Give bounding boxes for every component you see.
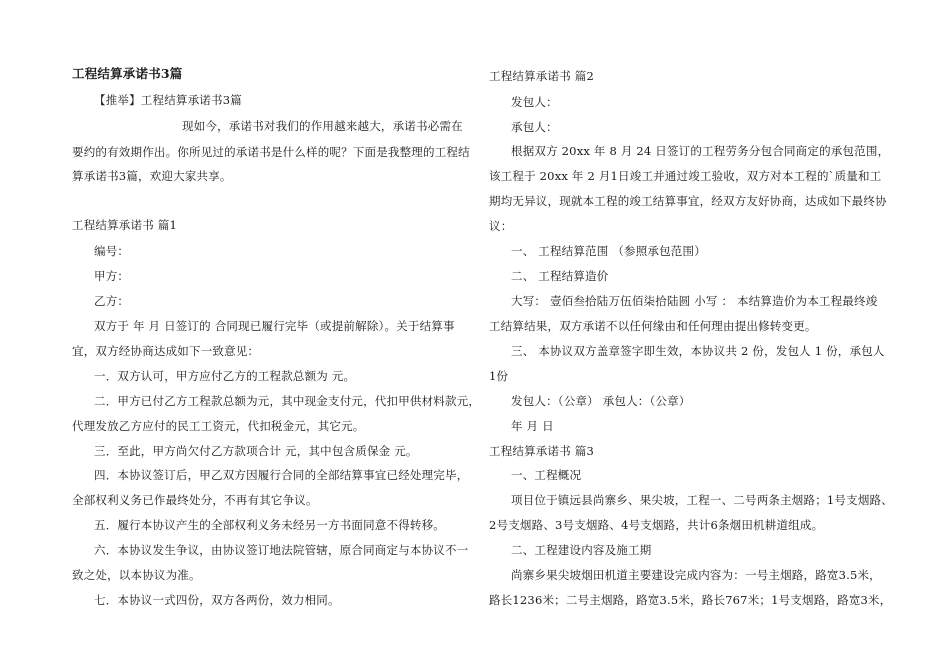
clause-line: 三．至此，甲方尚欠付乙方款项合计 元，其中包含质保金 元。 bbox=[94, 444, 418, 458]
field-label: 甲方： bbox=[94, 269, 130, 283]
intro-line: 算承诺书3篇，欢迎大家共享。 bbox=[72, 169, 232, 183]
paragraph-line: 该工程于 20xx 年 2 月1日竣工并通过竣工验收，双方对本工程的`质量和工 bbox=[489, 169, 882, 183]
field-label: 乙方： bbox=[94, 294, 130, 308]
paragraph-line: 项目位于镇远县尚寨乡、果尖坡，工程一、二号两条主烟路；1号支烟路、 bbox=[511, 493, 893, 507]
clause-line: 四．本协议签订后，甲乙双方因履行合同的全部结算事宜已经处理完毕， bbox=[94, 468, 469, 482]
doc-title: 工程结算承诺书3篇 bbox=[72, 66, 183, 81]
paragraph-line: 根据双方 20xx 年 8 月 24 日签订的工程劳务分包合同商定的承包范围， bbox=[511, 144, 890, 158]
clause-line: 大写： 壹佰叁拾陆万伍佰柒拾陆圆 小写 ： 本结算造价为本工程最终竣 bbox=[511, 294, 878, 308]
intro-line: 现如今，承诺书对我们的作用越来越大，承诺书必需在 bbox=[182, 119, 463, 133]
field-label: 发包人： bbox=[511, 95, 558, 109]
paragraph-line: 路长1236米；二号主烟路，路宽3.5米，路长767米；1号支烟路，路宽3米， bbox=[489, 593, 892, 607]
date-line: 年 月 日 bbox=[511, 419, 554, 433]
clause-line: 工结算结果，双方承诺不以任何缘由和任何理由提出修转变更。 bbox=[489, 319, 817, 333]
paragraph-line: 期均无异议，现就本工程的竣工结算事宜，经双方友好协商，达成如下最终协 bbox=[489, 194, 887, 208]
field-label: 承包人： bbox=[511, 120, 558, 134]
clause-line: 五．履行本协议产生的全部权利义务未经另一方书面同意不得转移。 bbox=[94, 518, 445, 532]
clause-line: 代理发放乙方应付的民工工资元，代扣税金元，其它元。 bbox=[72, 419, 365, 433]
clause-line: 一．双方认可，甲方应付乙方的工程款总额为 元。 bbox=[94, 369, 356, 383]
subheading: 二、工程建设内容及施工期 bbox=[511, 543, 652, 557]
clause-line: 三、 本协议双方盖章签字即生效，本协议共 2 份，发包人 1 份，承包人 bbox=[511, 344, 885, 358]
paragraph-line: 双方于 年 月 日签订的 合同现已履行完毕（或提前解除）。关于结算事 bbox=[94, 319, 455, 333]
section-heading-3: 工程结算承诺书 篇3 bbox=[489, 444, 594, 458]
clause-line: 全部权利义务已作最终处分，不再有其它争议。 bbox=[72, 493, 318, 507]
section-heading-2: 工程结算承诺书 篇2 bbox=[489, 69, 594, 83]
clause-line: 六．本协议发生争议，由协议签订地法院管辖，原合同商定与本协议不一 bbox=[94, 543, 469, 557]
signature-line: 发包人：（公章） 承包人：（公章） bbox=[511, 394, 691, 408]
recommend-line: 【推举】工程结算承诺书3篇 bbox=[94, 93, 242, 107]
paragraph-line: 议： bbox=[489, 219, 513, 233]
intro-line: 要约的有效期作出。你所见过的承诺书是什么样的呢？下面是我整理的工程结 bbox=[72, 145, 470, 159]
field-label: 编号： bbox=[94, 244, 130, 258]
paragraph-line: 尚寨乡果尖坡烟田机道主要建设完成内容为：一号主烟路，路宽3.5米， bbox=[511, 568, 881, 582]
clause-line: 二、 工程结算造价 bbox=[511, 269, 609, 283]
clause-line: 一、 工程结算范围 （参照承包范围） bbox=[511, 244, 706, 258]
clause-line: 二．甲方已付乙方工程款总额为元，其中现金支付元，代扣甲供材料款元， bbox=[94, 394, 481, 408]
subheading: 一、工程概况 bbox=[511, 468, 582, 482]
clause-line: 七．本协议一式四份，双方各两份，效力相同。 bbox=[94, 593, 340, 607]
clause-line: 致之处，以本协议为准。 bbox=[72, 568, 201, 582]
paragraph-line: 宜，双方经协商达成如下一致意见： bbox=[72, 344, 260, 358]
section-heading-1: 工程结算承诺书 篇1 bbox=[72, 218, 177, 232]
clause-line: 1份 bbox=[489, 369, 509, 383]
paragraph-line: 2号支烟路、3号支烟路、4号支烟路，共计6条烟田机耕道组成。 bbox=[489, 518, 824, 532]
